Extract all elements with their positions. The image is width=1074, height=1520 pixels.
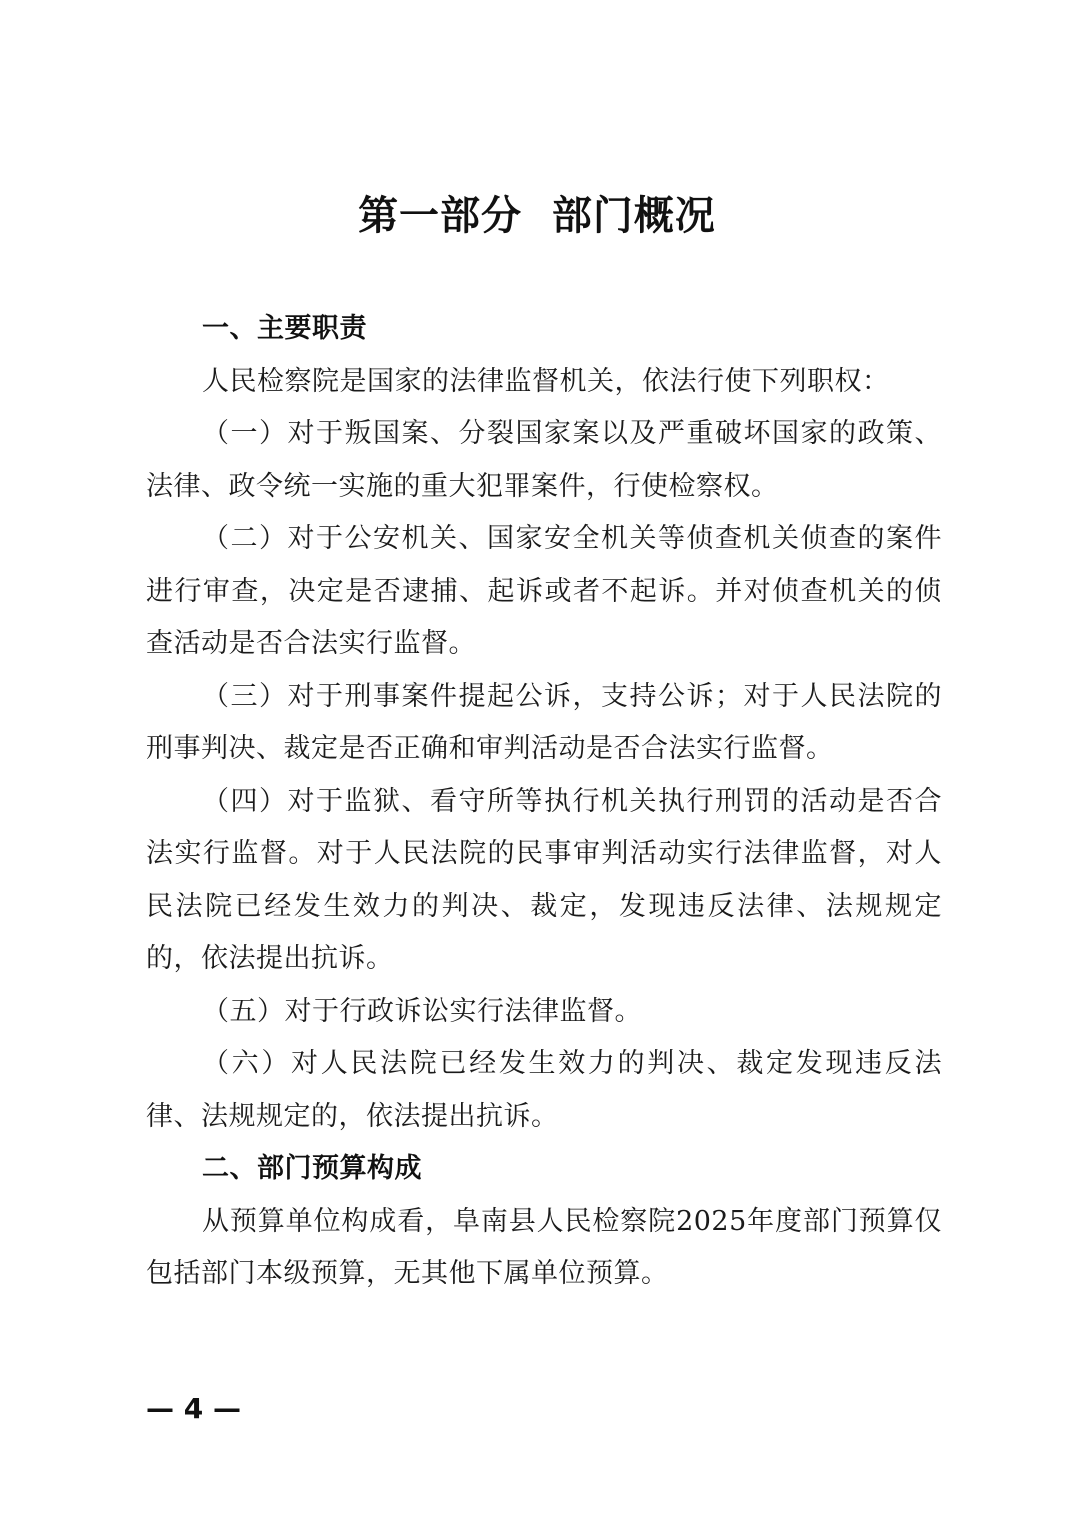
document-body [146,303,942,1301]
paragraph-duty-6: （六）对人民法院已经发生效力的判决、裁定发现违反法律、法规规定的，依法提出抗诉。 [146,1048,942,1132]
paragraph-duty-2: （二）对于公安机关、国家安全机关等侦查机关侦查的案件进行审查，决定是否逮捕、起诉或者不起诉。并对侦查机关的侦查活动是否合法实行监督。 [146,523,942,659]
section-heading-budget-composition: 二、部门预算构成 [202,1153,422,1184]
paragraph-intro: 人民检察院是国家的法律监督机关，依法行使下列职权： [202,365,890,397]
paragraph-duty-4: （四）对于监狱、看守所等执行机关执行刑罚的活动是否合法实行监督。对于人民法院的民事审判活动实行法律监督，对人民法院已经发生效力的判决、裁定，发现违反法律、法规规定的，依法提出抗诉。 [146,785,942,974]
page-title: 第一部分 部门概况 [358,192,716,239]
page-number: — 4 — [146,1392,241,1425]
paragraph-duty-3: （三）对于刑事案件提起公诉，支持公诉；对于人民法院的刑事判决、裁定是否正确和审判活动是否合法实行监督。 [146,680,942,764]
paragraph-duty-1: （一）对于叛国案、分裂国家案以及严重破坏国家的政策、法律、政令统一实施的重大犯罪案件，行使检察权。 [146,418,942,502]
paragraph-duty-5: （五）对于行政诉讼实行法律监督。 [202,995,642,1027]
paragraph-budget-composition: 从预算单位构成看，阜南县人民检察院2025年度部门预算仅包括部门本级预算，无其他下属单位预算。 [146,1205,942,1289]
section-heading-main-duties: 一、主要职责 [202,313,367,344]
